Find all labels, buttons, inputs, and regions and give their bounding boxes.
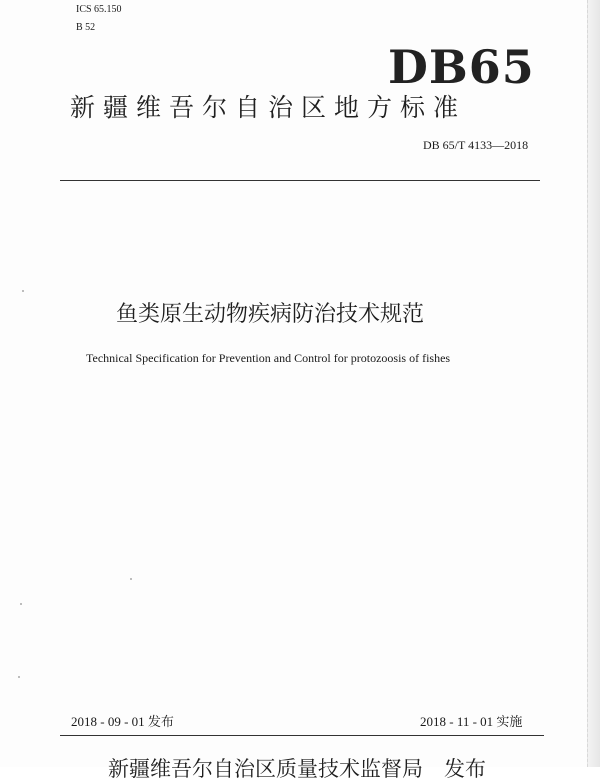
header-divider — [60, 180, 540, 181]
title-chinese: 鱼类原生动物疾病防治技术规范 — [116, 302, 425, 327]
footer-divider — [60, 735, 544, 736]
standard-number: DB 65/T 4133—2018 — [423, 138, 529, 152]
scan-speck — [130, 578, 132, 580]
issuing-level-title: 新疆维吾尔自治区地方标准 — [70, 93, 467, 122]
scan-speck — [22, 290, 24, 292]
db-code-logo: DB65 — [388, 40, 535, 94]
ics-code: ICS 65.150 — [76, 4, 122, 15]
ccs-code: B 52 — [76, 22, 96, 33]
title-english: Technical Specification for Prevention and Control for protozoosis of fishes — [86, 351, 451, 365]
issue-date: 2018 - 09 - 01 发布 — [71, 714, 174, 729]
issuer-name: 新疆维吾尔自治区质量技术监督局 发布 — [108, 757, 486, 781]
page-edge — [587, 0, 600, 767]
scan-speck — [20, 603, 22, 605]
implementation-date: 2018 - 11 - 01 实施 — [420, 714, 523, 729]
scan-speck — [18, 676, 20, 678]
